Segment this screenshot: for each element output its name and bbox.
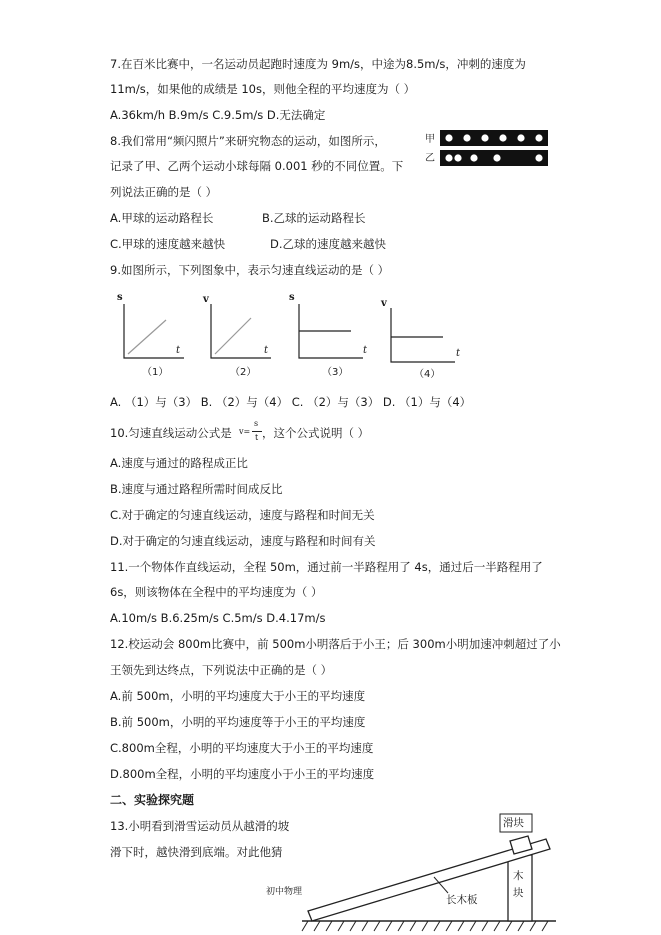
- q12-option-c: C.800m全程，小明的平均速度大于小王的平均速度: [110, 741, 374, 755]
- q8-stem-line3: 列说法正确的是（ ）: [110, 185, 218, 199]
- q12-stem-line1: 12.校运动会 800m比赛中，前 500m小明落后于小王；后 300m小明加速冲刺超过了小: [110, 637, 561, 651]
- label-block-char1: 木: [513, 870, 524, 882]
- q11-stem-line2: 6s，则该物体在全程中的平均速度为（ ）: [110, 585, 323, 599]
- q7-options: A.36km/h B.9m/s C.9.5m/s D.无法确定: [110, 108, 326, 122]
- q8-option-c: C.甲球的速度越来越快: [110, 237, 226, 251]
- q11-options: A.10m/s B.6.25m/s C.5m/s D.4.17m/s: [110, 611, 326, 625]
- q13-stem-line1: 13.小明看到滑雪运动员从越滑的坡: [110, 819, 290, 833]
- q9-stem: 9.如图所示，下列图象中，表示匀速直线运动的是（ ）: [110, 263, 390, 277]
- q12-option-d: D.800m全程，小明的平均速度小于小王的平均速度: [110, 767, 375, 781]
- q13-stem-line2: 滑下时，越快滑到底端。对此他猜: [110, 845, 283, 859]
- graph1-y-label: s: [117, 292, 123, 303]
- q10-option-a: A.速度与通过的路程成正比: [110, 456, 248, 470]
- formula-numerator: s: [254, 419, 259, 428]
- q8-option-b: B.乙球的运动路程长: [262, 211, 366, 225]
- graph4-v-t-horizontal: [385, 304, 459, 366]
- graph3-y-label: s: [289, 292, 295, 303]
- q8-label-jia: 甲: [425, 134, 435, 145]
- q12-stem-line2: 王领先到达终点，下列说法中正确的是（ ）: [110, 663, 333, 677]
- graph2-v-t-diagonal: [205, 300, 275, 362]
- label-block-char2: 块: [513, 887, 524, 899]
- graph1-x-label: t: [176, 345, 181, 356]
- graph1-s-t-diagonal: [118, 300, 188, 362]
- q10-option-d: D.对于确定的匀速直线运动，速度与路程和时间有关: [110, 534, 376, 548]
- q8-option-d: D.乙球的速度越来越快: [270, 237, 387, 251]
- q12-option-a: A.前 500m，小明的平均速度大于小王的平均速度: [110, 689, 366, 703]
- q10-stem-post: ，这个公式说明（ ）: [262, 426, 370, 440]
- q8-stem-line1: 8.我们常用“频闪照片”来研究物态的运动，如图所示，: [110, 134, 386, 148]
- q7-stem-line1: 7.在百米比赛中，一名运动员起跑时速度为 9m/s，中途为8.5m/s，冲刺的速度为: [110, 57, 526, 71]
- graph2-caption: （2）: [230, 367, 257, 378]
- q12-option-b: B.前 500m，小明的平均速度等于小王的平均速度: [110, 715, 366, 729]
- graph2-y-label: v: [203, 294, 209, 305]
- strobe-photo-figure: [438, 129, 550, 169]
- section-title: 二、实验探究题: [110, 793, 195, 807]
- label-slider: 滑块: [503, 817, 524, 829]
- q10-option-b: B.速度与通过路程所需时间成反比: [110, 482, 283, 496]
- graph4-y-label: v: [381, 298, 387, 309]
- graph2-x-label: t: [264, 345, 269, 356]
- graph4-caption: （4）: [414, 369, 441, 380]
- q8-option-a: A.甲球的运动路程长: [110, 211, 214, 225]
- graph1-caption: （1）: [142, 367, 169, 378]
- q11-stem-line1: 11.一个物体作直线运动，全程 50m，通过前一半路程用了 4s，通过后一半路程用了: [110, 560, 543, 574]
- q10-option-c: C.对于确定的匀速直线运动，速度与路程和时间无关: [110, 508, 375, 522]
- formula-denominator: t: [255, 433, 259, 442]
- q8-label-yi: 乙: [425, 153, 435, 164]
- q9-options: A. （1）与（3） B. （2）与（4） C. （2）与（3） D. （1）与（4）: [110, 395, 472, 409]
- graph3-caption: （3）: [322, 367, 349, 378]
- graph3-x-label: t: [363, 345, 368, 356]
- graph4-x-label: t: [456, 348, 461, 359]
- ground-hatching: [302, 921, 548, 931]
- q10-stem-pre: 10.匀速直线运动公式是: [110, 426, 232, 440]
- page-footer: 初中物理: [266, 887, 303, 897]
- graph3-s-t-horizontal: [293, 300, 367, 362]
- strobe-strip-jia: [440, 130, 548, 146]
- formula-v: v=: [239, 427, 251, 436]
- q8-stem-line2: 记录了甲、乙两个运动小球每隔 0.001 秒的不同位置。下: [110, 159, 404, 173]
- q7-stem-line2: 11m/s，如果他的成绩是 10s，则他全程的平均速度为（ ）: [110, 82, 416, 96]
- formula-fraction-bar: [252, 431, 262, 432]
- label-long-board: 长木板: [446, 894, 478, 906]
